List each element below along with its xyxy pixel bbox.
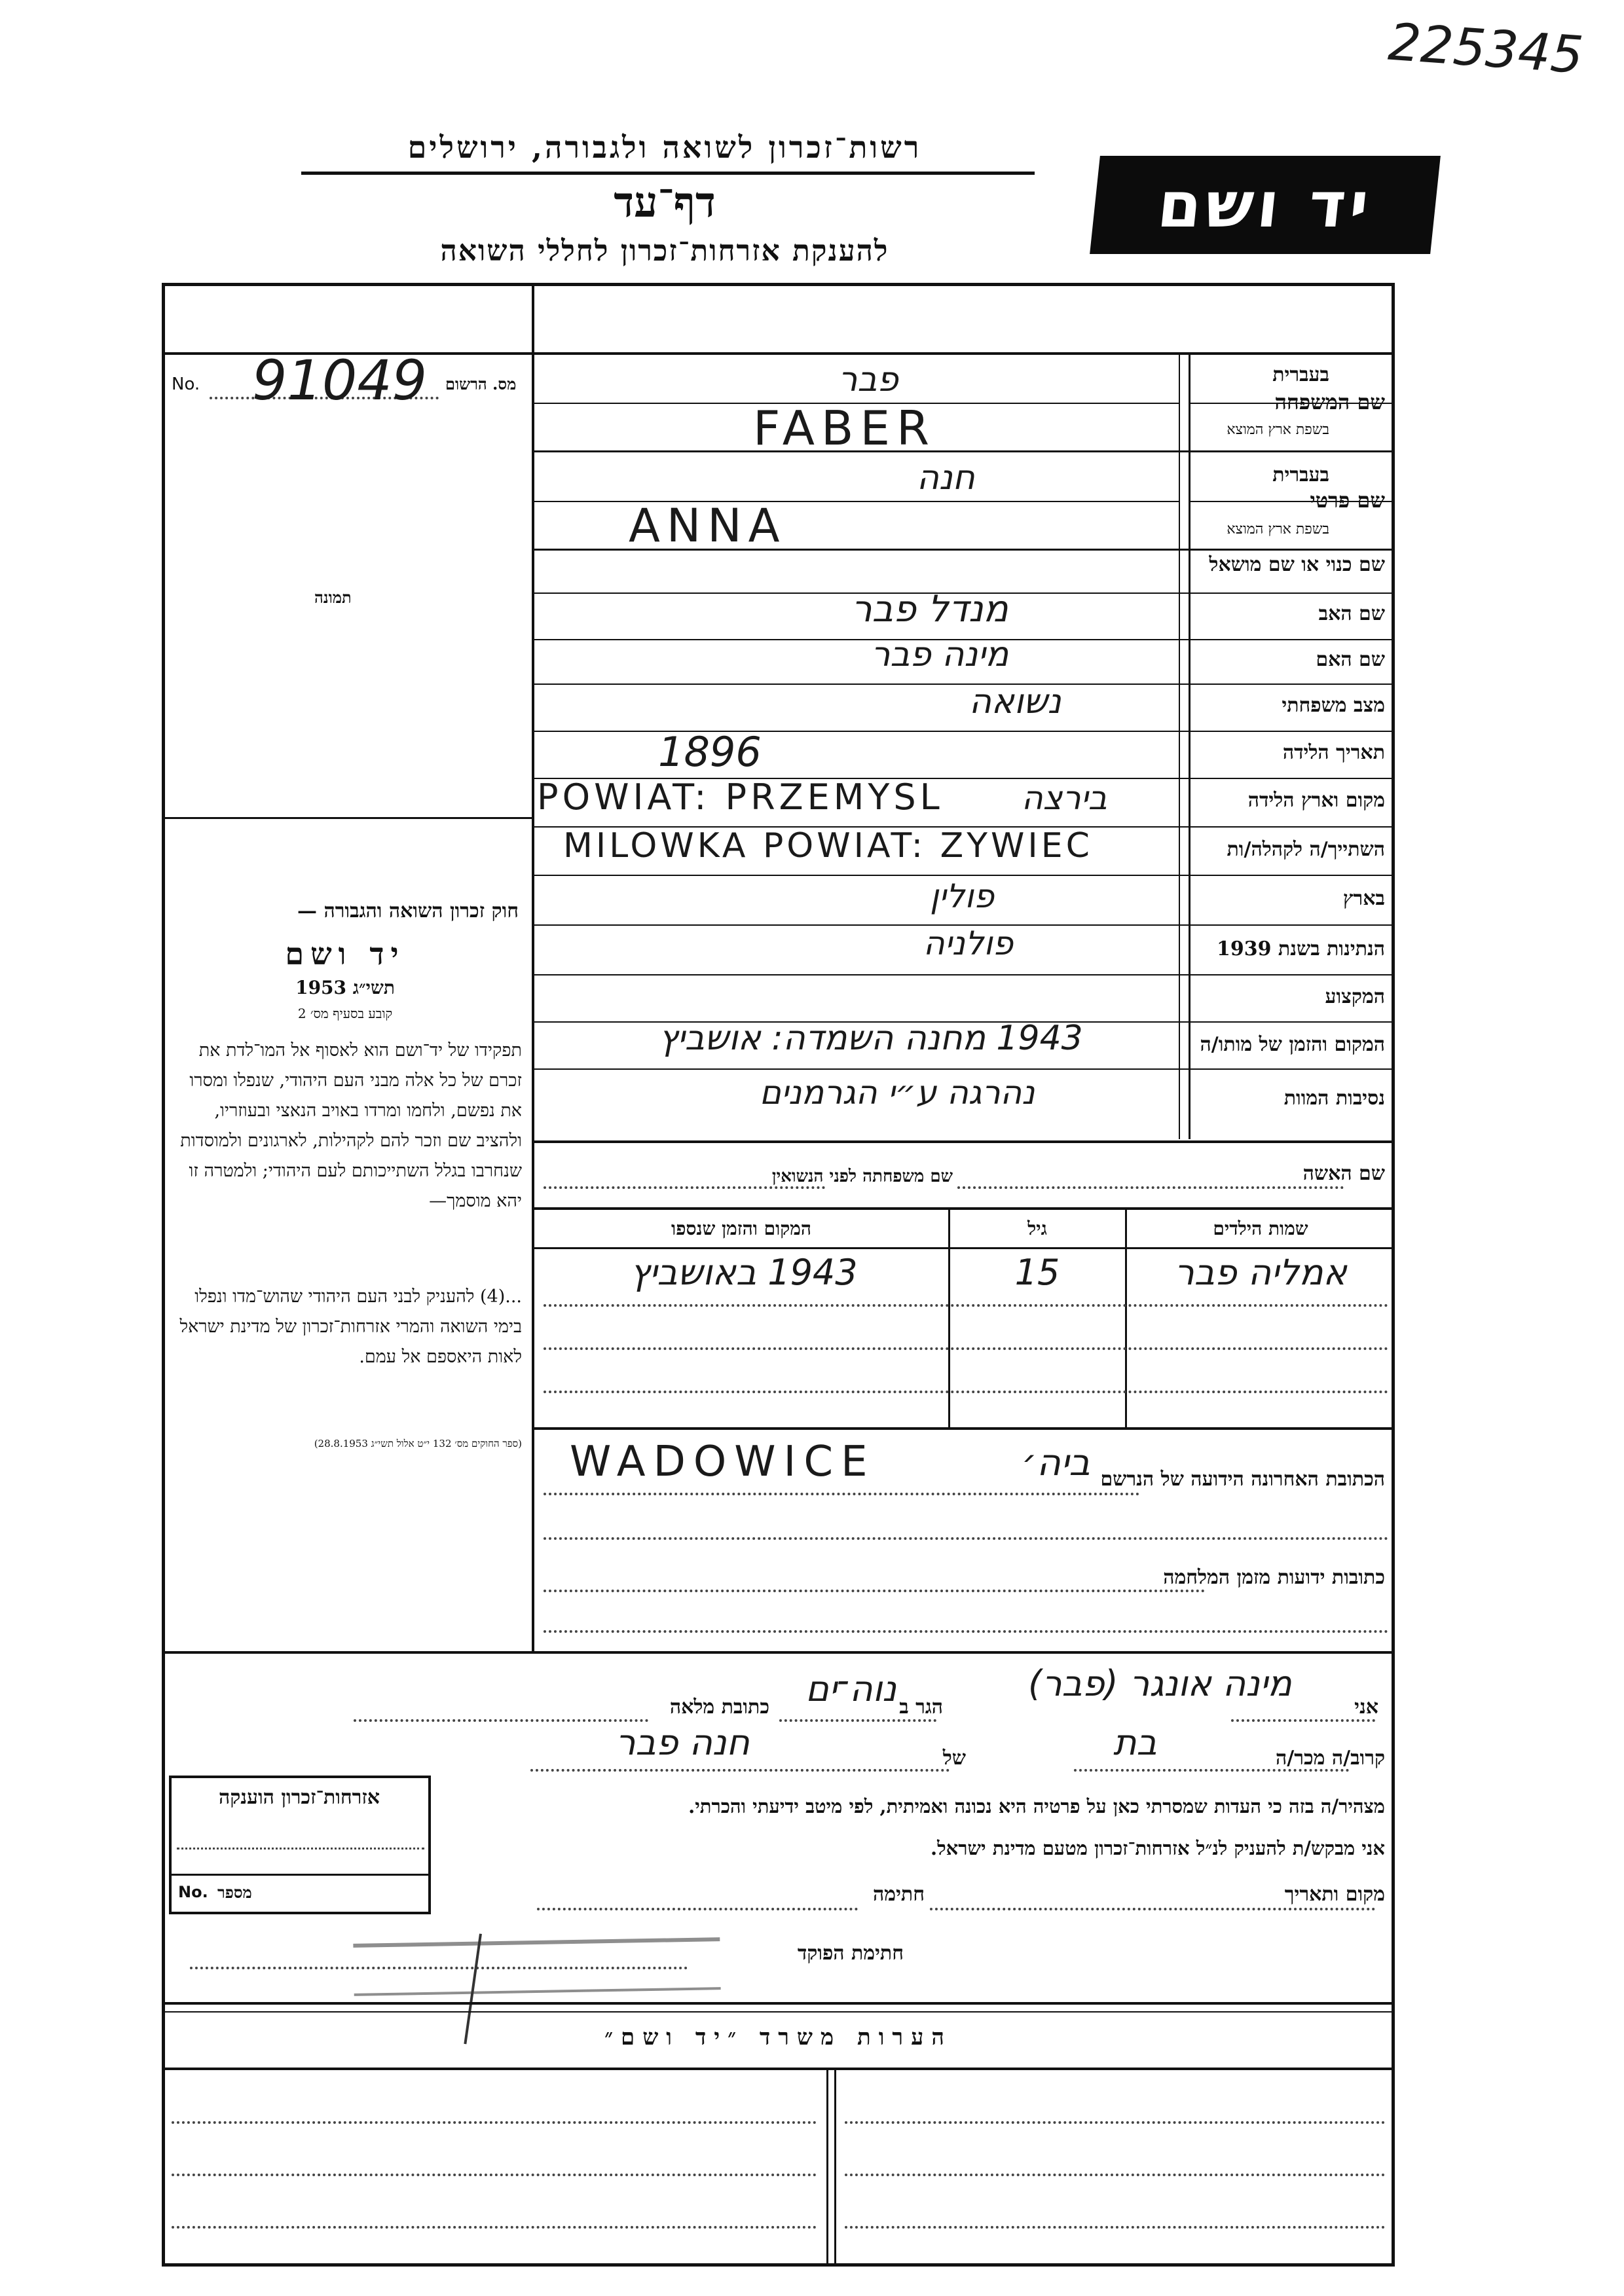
firstname-in-native-label: בשפת ארץ המוצא: [1227, 521, 1329, 538]
children-names-header: שמות הילדים: [1213, 1218, 1308, 1239]
marital-status-label: מצב משפחתי: [1282, 694, 1385, 717]
officer-signature-label: חתימת הפוקד: [797, 1942, 904, 1965]
photo-label: תמונה: [314, 588, 352, 607]
surname-native-value: FABER: [753, 401, 936, 456]
surname-label: שם המשפחה: [1274, 390, 1385, 414]
of-label: של: [942, 1747, 966, 1770]
child-name: אמליה פבר: [1174, 1252, 1347, 1293]
citizenship-1939-value: פולניה: [923, 924, 1014, 962]
wartime-address-label: כתובות ידועות מזמן המלחמה: [1163, 1566, 1385, 1589]
birth-date-label: תאריך הלידה: [1282, 741, 1385, 764]
law-paragraph-1: תפקידו של יד־ושם הוא לאסוף אל המו־לדת את זכרם של כל אלה מבני העם היהודי, שנפלו ומסרו את נפשם, ולחמו ומרדו באויב הנאצי ובעוזריו, ולהציב שם וזכר להם לקהילות, לארגונים ולמוסדות שנחרבו בגלל השתייכותם לעם היהודי; ולמטרה זו יהא מוסמך—: [180, 1040, 522, 1211]
children-row: [534, 1252, 1395, 1304]
firstname-label: שם פרטי: [1310, 488, 1385, 513]
last-address-value: WADOWICE: [570, 1438, 876, 1486]
child-place: 1943 באושביץ: [630, 1252, 858, 1293]
community-value: MILOWKA POWIAT: ZYWIEC: [563, 826, 1093, 866]
form-title: דף־עד: [614, 178, 716, 227]
declaration-statement-1: מצהיר/ה בזה כי העדות שמסרתי כאן על פרטיה היא נכונה ואמיתית, לפי מיטב ידיעתי והכרתי.: [688, 1795, 1385, 1817]
wife-label: שם האשה: [1302, 1162, 1385, 1185]
yad-vashem-logo: [1090, 156, 1441, 254]
wife-maiden-label: שם משפחתה לפני הנשואין: [771, 1167, 953, 1186]
declaration-statement-2: אני מבקש/ת להעניק לנ״ל אזרחות־זכרון מטעם מדינת ישראל.: [931, 1837, 1385, 1859]
official-stamp: [353, 1937, 720, 1996]
law-citation: (ספר החוקים מס׳ 132 י״ט אלול תשי״ג 28.8.1953): [314, 1438, 522, 1449]
death-circumstances-value: נהרגה ע״י הגרמנים: [759, 1074, 1035, 1112]
last-address-label: הכתובת האחרונה הידועה של הנרשם: [1100, 1468, 1385, 1491]
birth-date-value: 1896: [658, 728, 762, 776]
law-year: תשי״ג 1953: [295, 977, 395, 998]
firstname-native-value: ANNA: [629, 499, 786, 553]
registration-no-label: No.: [172, 374, 200, 394]
child-age: 15: [1014, 1252, 1060, 1293]
mother-label: שם האם: [1316, 648, 1385, 671]
death-place-label: המקום והזמן של מותו/ה: [1200, 1033, 1385, 1056]
authority-heading: רשות־זכרון לשואה ולגבורה, ירושלים: [407, 130, 922, 165]
marital-status-value: נשואה: [969, 682, 1061, 721]
declarant-value: מינה אונגר (פבר): [1028, 1663, 1292, 1704]
archive-number: 225345: [1386, 12, 1585, 86]
last-address-value-hebrew: ביה׳: [1022, 1442, 1090, 1484]
form-subtitle: להענקת אזרחות־זכרון לחללי השואה: [440, 234, 889, 268]
mother-value: מינה פבר: [871, 635, 1009, 674]
children-place-header: המקום והזמן שנספו: [671, 1218, 811, 1239]
citizenship-1939-label: הנתינות בשנת 1939: [1216, 938, 1385, 960]
law-paragraph-2: ...(4) להעניק לבני העם היהודי שהוש־מדו ונפלו בימי השואה והמרי אזרחות־זכרון של מדינת ישראל לאות היאספם אל עמם.: [179, 1286, 522, 1367]
citizenship-no-label: No.: [178, 1883, 208, 1901]
law-clause: קובע בסעיף מס׳ 2: [297, 1006, 393, 1021]
death-place-value: 1943 מחנה השמדה: אושביץ: [659, 1019, 1083, 1058]
nickname-label: שם כנוי או שם מושאל: [1209, 553, 1385, 576]
profession-label: המקצוע: [1325, 985, 1385, 1008]
of-value: חנה פבר: [616, 1722, 750, 1763]
death-circumstances-label: נסיבות המוות: [1283, 1087, 1385, 1110]
country-value: פולין: [930, 877, 995, 915]
father-value: מנדל פבר: [851, 588, 1008, 630]
remarks-label: הערות משרד ״יד ושם״: [604, 2024, 952, 2050]
birth-place-label: מקום וארץ הלידה: [1247, 789, 1385, 812]
children-age-header: גיל: [1027, 1218, 1047, 1239]
birth-place-value: POWIAT: PRZEMYSL: [537, 776, 944, 818]
declarant-label: אני: [1354, 1696, 1378, 1719]
citizenship-granted-title: אזרחות־זכרון הוענקה: [218, 1786, 380, 1809]
resident-label: הגר ב: [899, 1696, 943, 1719]
citizenship-number-label: מספר: [217, 1883, 252, 1902]
place-date-label: מקום ותאריך: [1284, 1883, 1385, 1906]
relative-label: קרוב/ה מכר/ה: [1276, 1747, 1385, 1770]
law-title: חוק זכרון השואה והגבורה —: [297, 900, 519, 922]
resident-value: נוה־ים: [805, 1668, 897, 1709]
logo-text: יד ושם: [1154, 168, 1376, 242]
surname-hebrew-value: פבר: [838, 360, 898, 399]
law-name: יד ושם: [285, 936, 405, 972]
father-label: שם האב: [1318, 602, 1385, 625]
birth-place-value-hebrew: בירצה: [1022, 779, 1107, 817]
registration-label: מס. הרשום: [445, 374, 517, 393]
signature-label: חתימה: [873, 1883, 925, 1906]
firstname-in-hebrew-label: בעברית: [1272, 464, 1329, 486]
firstname-hebrew-value: חנה: [917, 458, 975, 498]
country-label: בארץ: [1342, 887, 1385, 910]
surname-in-native-label: בשפת ארץ המוצא: [1227, 422, 1329, 438]
full-address-label: כתובת מלאה: [669, 1696, 769, 1719]
registration-number: 91049: [252, 348, 428, 412]
surname-in-hebrew-label: בעברית: [1272, 363, 1329, 386]
community-label: השתייך/ה לקהלה/ות: [1227, 838, 1385, 861]
relation-value: בת: [1113, 1722, 1157, 1763]
